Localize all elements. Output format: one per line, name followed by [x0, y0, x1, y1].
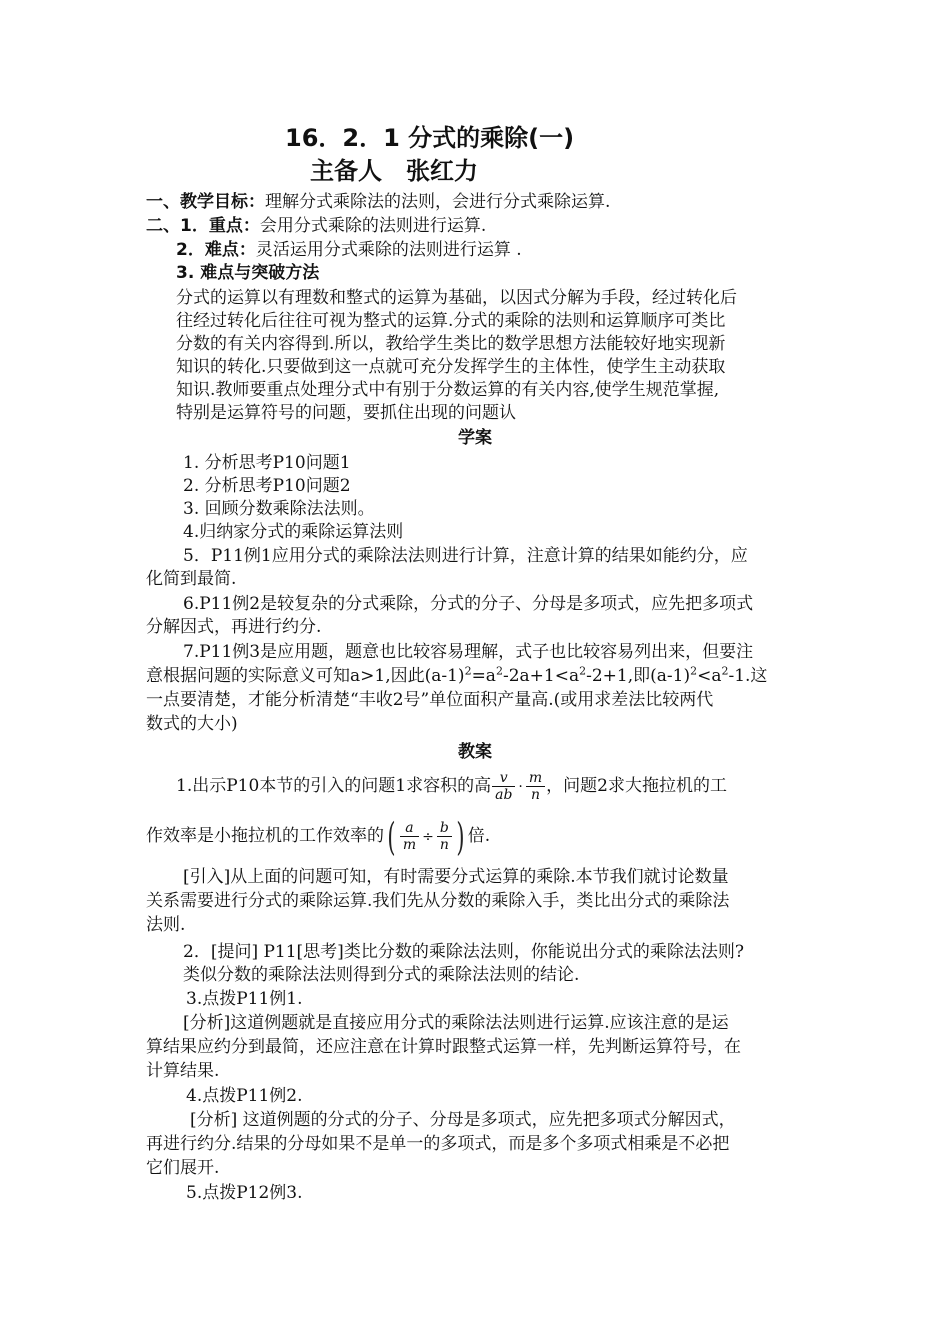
breakthrough-line: 往经过转化后往往可视为整式的运算.分式的乘除的法则和运算顺序可类比 — [176, 311, 726, 331]
teaching-line: [分析]这道例题就是直接应用分式的乘除法法则进行运算.应该注意的是运 — [183, 1013, 729, 1033]
teaching-item-1: 1.出示P10本节的引入的问题1求容积的高 $\frac{v}{ab}$ · $\frac{m}{n}$ ，问题2求大拖拉机的工 — [176, 770, 727, 803]
study-item: 7.P11例3是应用题，题意也比较容易理解，式子也比较容易列出来，但要注 — [183, 642, 754, 662]
lesson-title: 16．2．1 分式的乘除(一) — [285, 124, 575, 152]
study-item: 分解因式，再进行约分. — [146, 617, 322, 637]
study-plan-heading: 学案 — [458, 428, 492, 448]
study-item-inequality: 意根据问题的实际意义可知a>1,因此$(a-1)^2=a^2-2a+1<a^2-2+1$,即$(a-1)^2<a^2-1$.这 — [146, 664, 768, 686]
teaching-line: [分析] 这道例题的分式的分子、分母是多项式，应先把多项式分解因式， — [190, 1110, 736, 1130]
teaching-line: 5.点拨P12例3. — [186, 1183, 303, 1203]
teaching-line: 再进行约分.结果的分母如果不是单一的多项式，而是多个多项式相乘是不必把 — [146, 1134, 730, 1154]
study-item: 6.P11例2是较复杂的分式乘除，分式的分子、分母是多项式，应先把多项式 — [183, 594, 754, 614]
objectives-line — [146, 190, 610, 214]
left-paren: ( — [387, 814, 396, 859]
teaching-line: 类似分数的乘除法法则得到分式的乘除法法则的结论. — [183, 965, 580, 985]
key-points-line — [146, 214, 486, 238]
breakthrough-line: 特别是运算符号的问题，要抓住出现的问题认 — [176, 403, 516, 423]
preparer-line: 主备人 张红力 — [310, 157, 478, 185]
objectives-label: 一、教学目标： — [146, 192, 265, 212]
teaching-line: 它们展开. — [146, 1158, 220, 1178]
teaching-line: 算结果应约分到最简，还应注意在计算时跟整式运算一样，先判断运算符号，在 — [146, 1037, 741, 1057]
difficulty-label: 2．难点： — [176, 240, 256, 260]
study-item: 3. 回顾分数乘除法法则。 — [183, 499, 375, 519]
study-item: 2. 分析思考P10问题2 — [183, 476, 351, 496]
teaching-item-1-cont: 作效率是小拖拉机的工作效率的( $\frac{a}{m}$ ÷ $\frac{b}{n}$ ) 倍. — [146, 814, 491, 859]
study-item: 一点要清楚，才能分析清楚“丰收2号”单位面积产量高.(或用求差法比较两代 — [146, 690, 714, 710]
teaching-line: 4.点拨P11例2. — [186, 1086, 303, 1106]
difficulty-text: 灵活运用分式乘除的法则进行运算 . — [255, 240, 522, 260]
teaching-line: 2．[提问] P11[思考]类比分数的乘除法法则，你能说出分式的乘除法法则? — [183, 942, 744, 962]
study-item: 数式的大小) — [146, 714, 238, 734]
study-item: 1. 分析思考P10问题1 — [183, 453, 351, 473]
breakthrough-heading: 3. 难点与突破方法 — [176, 263, 320, 283]
teaching-line: 计算结果. — [146, 1061, 220, 1081]
teaching-line: 关系需要进行分式的乘除运算.我们先从分数的乘除入手，类比出分式的乘除法 — [146, 891, 730, 911]
difficulty-line — [176, 238, 522, 262]
breakthrough-line: 知识的转化.只要做到这一点就可充分发挥学生的主体性，使学生主动获取 — [176, 357, 726, 377]
fraction-a-over-m: $\frac{a}{m}$ — [400, 820, 419, 853]
teaching-line: 法则. — [146, 915, 186, 935]
breakthrough-line: 分式的运算以有理数和整式的运算为基础，以因式分解为手段，经过转化后 — [176, 288, 737, 308]
objectives-text: 理解分式乘除法的法则，会进行分式乘除运算. — [265, 192, 611, 212]
fraction-m-over-n: $\frac{m}{n}$ — [526, 770, 545, 803]
study-item: 4.归纳家分式的乘除运算法则 — [183, 522, 404, 542]
study-item: 化简到最简. — [146, 569, 237, 589]
teaching-line: [引入]从上面的问题可知，有时需要分式运算的乘除.本节我们就讨论数量 — [183, 867, 729, 887]
fraction-v-over-ab: $\frac{v}{ab}$ — [492, 770, 515, 803]
key-points-label: 二、1．重点： — [146, 216, 260, 236]
right-paren: ) — [456, 814, 465, 859]
breakthrough-line: 知识.教师要重点处理分式中有别于分数运算的有关内容,使学生规范掌握, — [176, 380, 720, 400]
teaching-plan-heading: 教案 — [458, 742, 492, 762]
breakthrough-line: 分数的有关内容得到.所以，教给学生类比的数学思想方法能较好地实现新 — [176, 334, 726, 354]
fraction-b-over-n: $\frac{b}{n}$ — [437, 820, 452, 853]
key-points-text: 会用分式乘除的法则进行运算. — [259, 216, 487, 236]
teaching-line: 3.点拨P11例1. — [186, 989, 303, 1009]
study-item: 5．P11例1应用分式的乘除法法则进行计算，注意计算的结果如能约分，应 — [183, 546, 748, 566]
